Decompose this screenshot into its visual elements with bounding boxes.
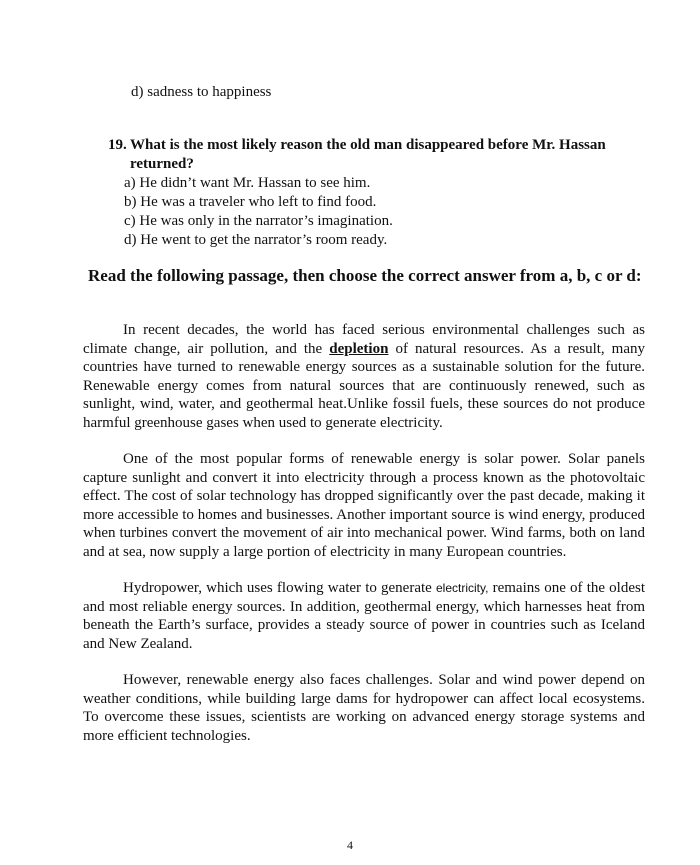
passage-paragraph-4: However, renewable energy also faces challenges. Solar and wind power depend on weather conditions, while building large dams for hydropower can affect local ecosystems. To overcome these issues, scientists are working on advanced energy storage systems and more efficient technologies. — [83, 672, 645, 744]
option-c: c) He was only in the narrator’s imagination. — [124, 213, 393, 229]
question-19 — [108, 136, 653, 250]
option-b: b) He was a traveler who left to find food. — [124, 194, 377, 210]
paragraph-3-text-start: Hydropower, which uses flowing water to generate — [123, 580, 436, 596]
question-stem — [108, 136, 653, 174]
underlined-keyword: depletion — [329, 340, 389, 357]
previous-question-option-d: d) sadness to happiness — [131, 84, 272, 100]
answer-options — [108, 174, 653, 250]
reading-instruction: Read the following passage, then choose the correct answer from a, b, c or d: — [88, 266, 642, 285]
passage-paragraph-3 — [83, 579, 645, 653]
paragraph-1-text-start: In recent decades, the world has faced serious environmental challenges such as climate change, air pollution, and the — [83, 322, 645, 357]
page-number: 4 — [347, 838, 353, 852]
passage-paragraph-1 — [83, 321, 645, 432]
option-a: a) He didn’t want Mr. Hassan to see him. — [124, 175, 371, 191]
option-d: d) He went to get the narrator’s room ready. — [124, 232, 388, 248]
small-font-word: electricity, — [435, 581, 489, 595]
passage-paragraph-2: One of the most popular forms of renewable energy is solar power. Solar panels capture sunlight and convert it into electricity through a process known as the photovoltaic effect. The cost of solar technology has dropped significantly over the past decade, making it more accessible to homes and businesses. Another important source is wind energy, produced when turbines convert the movement of air into mechanical power. Wind farms, both on land and at sea, now supply a large portion of electricity in many European countries. — [83, 451, 645, 560]
paragraph-1-text-end: of natural resources. As a result, many countries have turned to renewable energy sources as a sustainable solution for the future. Renewable energy comes from natural sources that are continuously renewed, such as sunlight, wind, water, and geothermal heat.Unlike fossil fuels, these sources do not produce harmful greenhouse gases when used to generate electricity. — [83, 340, 646, 431]
question-number: 19. — [108, 137, 127, 153]
question-text: What is the most likely reason the old man disappeared before Mr. Hassan returned? — [130, 137, 606, 172]
reading-passage — [83, 321, 645, 763]
paragraph-3-text-end: remains one of the oldest and most reliable energy sources. In addition, geothermal energy, which harnesses heat from beneath the Earth’s surface, provides a steady source of power in countries such as Iceland and New Zealand. — [83, 580, 646, 652]
